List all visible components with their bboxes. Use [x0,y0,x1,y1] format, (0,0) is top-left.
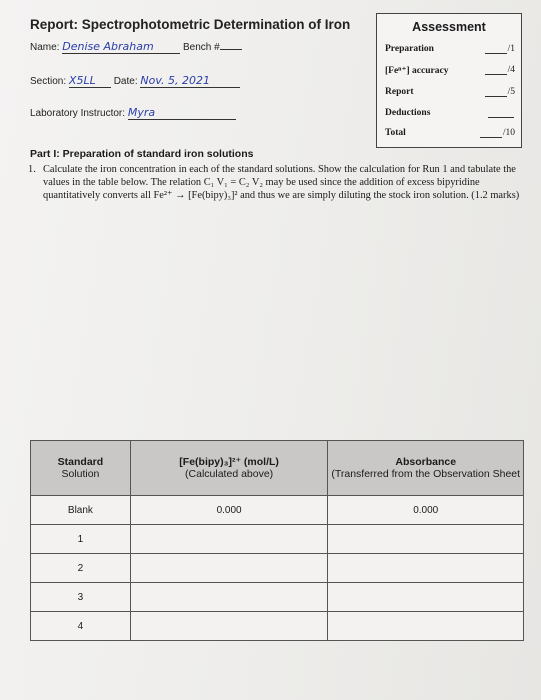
section-row [30,74,240,88]
col-header-absorbance [328,441,524,496]
question-number: 1. [28,164,36,175]
assessment-score[interactable] [485,87,515,97]
col-header-sub: Solution [61,468,100,480]
name-field[interactable] [62,40,180,54]
date-label: Date: [113,76,138,87]
table-row [31,496,524,525]
table-row [31,583,524,612]
name-row [30,40,242,54]
date-value: Nov. 5, 2021 [140,74,210,87]
assessment-row-report [385,87,515,97]
assessment-label: [Feⁿ⁺] accuracy [385,66,449,76]
instructor-label: Laboratory Instructor: [30,108,126,119]
col-header-concentration [130,441,328,496]
instructor-row [30,106,236,120]
assessment-row-deductions [385,108,515,118]
absorbance-cell[interactable] [328,554,524,583]
report-title: Report: Spectrophotometric Determination of Iron [30,17,351,32]
assessment-label: Deductions [385,108,431,118]
part1-heading: Part I: Preparation of standard iron solutions [30,148,254,160]
standard-cell: 3 [31,583,131,612]
absorbance-cell[interactable] [328,612,524,641]
assessment-label: Preparation [385,44,434,54]
table-row [31,525,524,554]
name-label: Name: [30,42,60,53]
assessment-row-total [385,128,515,138]
bench-field[interactable] [220,49,242,50]
assessment-score[interactable] [485,65,515,75]
assessment-label: Report [385,87,414,97]
absorbance-cell[interactable]: 0.000 [328,496,524,525]
assessment-label: Total [385,128,406,138]
col-header-sub: (Transferred from the Observation Sheet [331,468,521,480]
standard-cell: 4 [31,612,131,641]
col-header-sub: (Calculated above) [185,468,274,480]
standard-cell: 1 [31,525,131,554]
name-value: Denise Abraham [62,40,154,53]
col-header-main: [Fe(bipy)₃]²⁺ (mol/L) [179,456,279,468]
section-field[interactable] [69,74,111,88]
question-text: Calculate the iron concentration in each of the standard solutions. Show the calculation for Run 1 and tabulate the values in the table below. The relation C₁ V₁ = C₂ V₂ may be used since the addition of excess bipyridine quantitatively converts all Fe²⁺ → [Fe(bipy)₃]² and thus we are simply diluting the stock iron solution. (1.2 marks) [43,164,520,202]
table-header-row [31,441,524,496]
concentration-cell[interactable]: 0.000 [130,496,328,525]
col-header-main: Absorbance [395,456,457,468]
absorbance-cell[interactable] [328,525,524,554]
question-1 [28,163,523,203]
table-row [31,554,524,583]
bench-label: Bench # [183,42,220,53]
absorbance-cell[interactable] [328,583,524,612]
standards-table [30,440,524,641]
assessment-score[interactable] [480,128,515,138]
concentration-cell[interactable] [130,583,328,612]
concentration-cell[interactable] [130,612,328,641]
assessment-row-accuracy [385,65,515,76]
standard-cell: 2 [31,554,131,583]
assessment-max: /5 [507,87,515,97]
concentration-cell[interactable] [130,554,328,583]
assessment-max: /1 [507,44,515,54]
assessment-row-preparation [385,44,515,54]
date-field[interactable] [140,74,240,88]
col-header-main: Standard [57,456,104,468]
assessment-title: Assessment [412,20,486,34]
instructor-field[interactable] [128,106,236,120]
section-value: X5LL [68,74,96,87]
assessment-max: /4 [507,65,515,75]
assessment-score[interactable] [488,108,515,118]
assessment-score[interactable] [485,44,515,54]
table-row [31,612,524,641]
concentration-cell[interactable] [130,525,328,554]
col-header-standard [31,441,131,496]
instructor-value: Myra [127,106,156,119]
section-label: Section: [30,76,67,87]
assessment-max: /10 [502,128,515,138]
standard-cell: Blank [31,496,131,525]
assessment-box [376,13,522,148]
